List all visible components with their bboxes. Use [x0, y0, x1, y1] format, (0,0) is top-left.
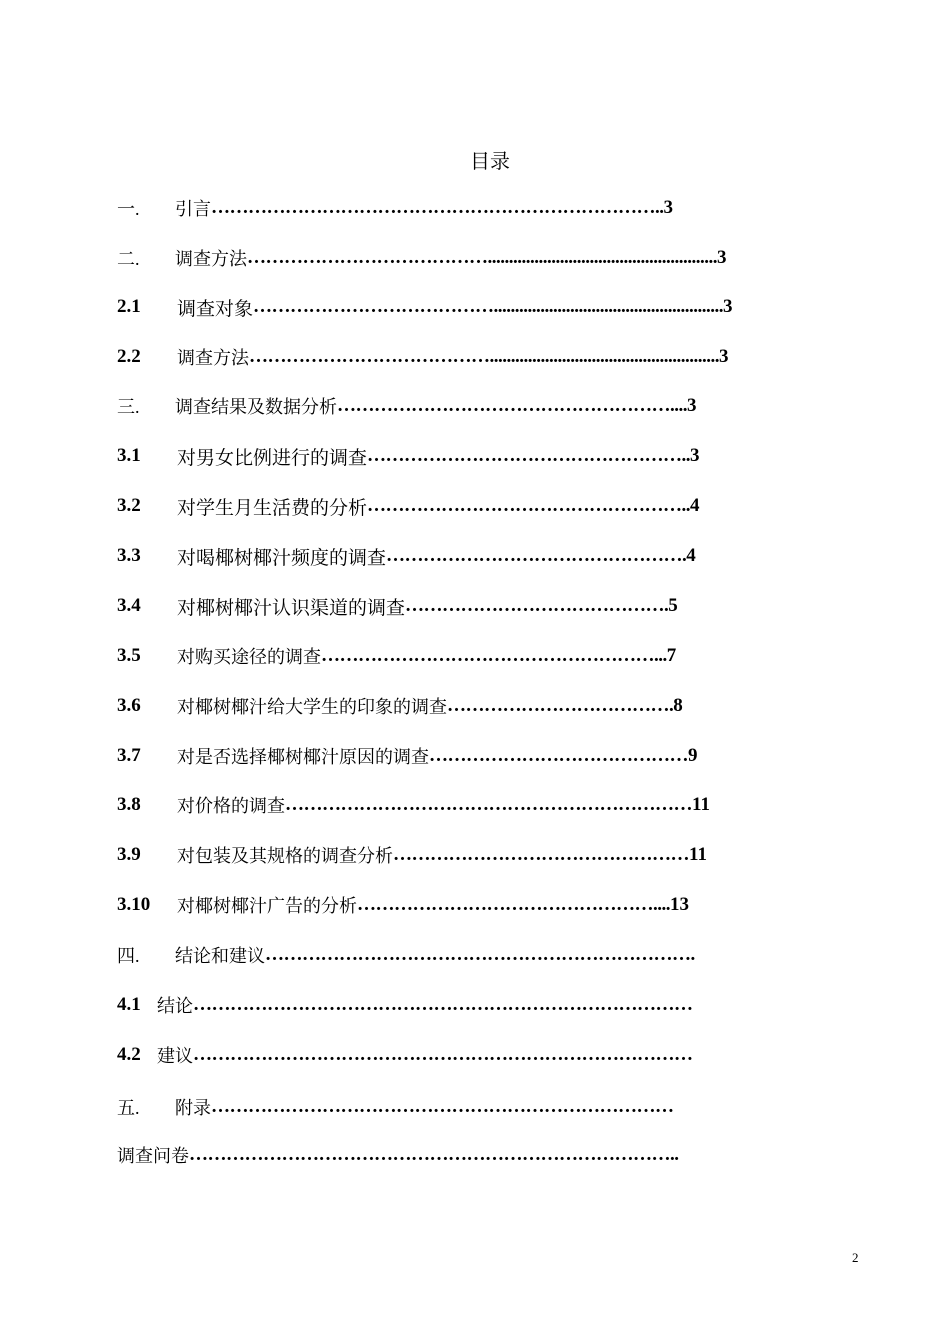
toc-entry-page: 3 — [717, 247, 727, 268]
toc-entry-label: 附录 — [175, 1098, 211, 1119]
toc-entry[interactable] — [117, 840, 707, 870]
toc-entry-label: 调查方法 — [175, 249, 247, 270]
toc-entry-leader: ……………………………………………………………. — [265, 944, 695, 965]
toc-entry-number: 4.1 — [117, 994, 141, 1015]
toc-entry-number: 4.2 — [117, 1044, 141, 1065]
toc-entry-label: 对椰树椰汁给大学生的印象的调查 — [177, 697, 447, 718]
toc-entry-leader: …………………………………...................................................... — [249, 346, 719, 367]
toc-entry-number: 3.1 — [117, 445, 141, 466]
toc-entry-label: 对价格的调查 — [177, 796, 285, 817]
toc-entry-leader: ……………………………………………….... — [337, 395, 687, 416]
toc-entry-number: 3.3 — [117, 545, 141, 566]
toc-entry[interactable] — [117, 292, 733, 322]
toc-entry[interactable] — [117, 741, 698, 771]
toc-entry[interactable] — [117, 890, 689, 920]
toc-entry-page: 4 — [690, 495, 700, 516]
toc-entry-label: 调查对象 — [177, 297, 254, 320]
toc-entry-label: 对椰树椰汁认识渠道的调查 — [177, 596, 406, 619]
toc-entry-number: 3.8 — [117, 794, 141, 815]
toc-entry-label: 调查方法 — [177, 348, 249, 369]
toc-entry-label: 调查结果及数据分析 — [175, 397, 337, 418]
toc-entry[interactable] — [117, 441, 700, 471]
toc-entry-page: 3 — [723, 296, 733, 317]
toc-entry-leader: …………………………………… — [429, 745, 688, 766]
toc-entry-leader: …………………………………………………………………….. — [189, 1144, 679, 1165]
toc-entry-label: 对椰树椰汁广告的分析 — [177, 896, 357, 917]
toc-entry-number: 四. — [117, 946, 140, 966]
toc-entry[interactable] — [117, 1092, 674, 1122]
toc-entry[interactable] — [117, 243, 727, 273]
toc-entry[interactable] — [117, 641, 676, 671]
toc-entry[interactable] — [117, 193, 673, 223]
page-number: 2 — [852, 1250, 859, 1265]
toc-entry[interactable] — [117, 342, 729, 372]
toc-entry-page: 3 — [690, 445, 700, 466]
toc-entry[interactable] — [117, 1140, 679, 1170]
toc-entry-number: 一. — [117, 199, 140, 219]
toc-entry-label: 对是否选择椰树椰汁原因的调查 — [177, 747, 429, 768]
toc-entry-leader: ………………………………. — [447, 695, 674, 716]
toc-entry-page: 9 — [688, 745, 698, 766]
toc-entry-label: 引言 — [175, 199, 211, 220]
toc-entry-number: 三. — [117, 397, 140, 417]
toc-entry-page: 3 — [719, 346, 729, 367]
toc-entry-number: 2.2 — [117, 346, 141, 367]
toc-entry-leader: …………………………………………. — [386, 545, 687, 566]
toc-entry[interactable] — [117, 391, 697, 421]
toc-entry-leader: ………………………………………… — [393, 844, 689, 865]
toc-entry[interactable] — [117, 541, 696, 571]
toc-entry-leader: …………………………………………….. — [367, 445, 691, 466]
toc-entry-page: 13 — [670, 894, 689, 915]
toc-entry-number: 3.5 — [117, 645, 141, 666]
toc-entry-number: 3.10 — [117, 894, 151, 915]
toc-entry-leader: ……………………………………………………………………… — [193, 1044, 693, 1065]
toc-entry-label: 对包装及其规格的调查分析 — [177, 846, 393, 867]
toc-entry-number: 2.1 — [117, 296, 141, 317]
toc-entry-leader: …………………………………...................................................... — [253, 296, 724, 317]
toc-entry-page: 8 — [673, 695, 683, 716]
toc-entry[interactable] — [117, 691, 683, 721]
toc-entry-label: 调查问卷 — [117, 1146, 189, 1167]
toc-entry-number: 3.9 — [117, 844, 141, 865]
toc-entry-page: 3 — [687, 395, 697, 416]
toc-entry-page: 4 — [686, 545, 696, 566]
toc-entry-leader: ………………………………………………... — [321, 645, 667, 666]
toc-entry-number: 3.6 — [117, 695, 141, 716]
toc-entry[interactable] — [117, 790, 710, 820]
toc-entry-number: 五. — [117, 1098, 140, 1118]
toc-entry-label: 结论 — [157, 996, 193, 1017]
toc-entry-label: 结论和建议 — [175, 946, 265, 967]
toc-entry-label: 建议 — [157, 1046, 193, 1067]
toc-title: 目录 — [470, 149, 510, 173]
toc-entry-number: 3.4 — [117, 595, 141, 616]
toc-entry-page: 5 — [668, 595, 678, 616]
toc-entry-page: 11 — [689, 844, 707, 865]
toc-entry[interactable] — [117, 1040, 693, 1070]
toc-entry-label: 对学生月生活费的分析 — [177, 496, 368, 519]
toc-entry-leader: …………………………………...................................................... — [247, 247, 717, 268]
toc-entry-label: 对男女比例进行的调查 — [177, 446, 368, 469]
toc-entry-leader: ………………………………………………………… — [285, 794, 692, 815]
toc-entry-leader: ……………………………………………………………………… — [193, 994, 693, 1015]
toc-entry-page: 11 — [692, 794, 710, 815]
toc-entry-number: 二. — [117, 249, 140, 269]
toc-entry-number: 3.2 — [117, 495, 141, 516]
toc-entry-page: 3 — [663, 197, 673, 218]
toc-entry-leader: ……………………………………………………………….. — [211, 197, 664, 218]
toc-entry[interactable] — [117, 591, 678, 621]
toc-entry-leader: …………………………………………….. — [367, 495, 691, 516]
toc-entry-label: 对购买途径的调查 — [177, 647, 321, 668]
toc-entry-number: 3.7 — [117, 745, 141, 766]
toc-entry-page: 7 — [666, 645, 677, 666]
toc-entry[interactable] — [117, 990, 693, 1020]
toc-entry[interactable] — [117, 940, 695, 970]
toc-entry-label: 对喝椰树椰汁频度的调查 — [177, 546, 387, 569]
toc-entry-leader: ………………………………………….... — [357, 894, 670, 915]
toc-entry-leader: ………………………………………………………………… — [211, 1096, 674, 1117]
toc-entry-leader: ……………………………………. — [405, 595, 669, 616]
toc-entry[interactable] — [117, 491, 700, 521]
